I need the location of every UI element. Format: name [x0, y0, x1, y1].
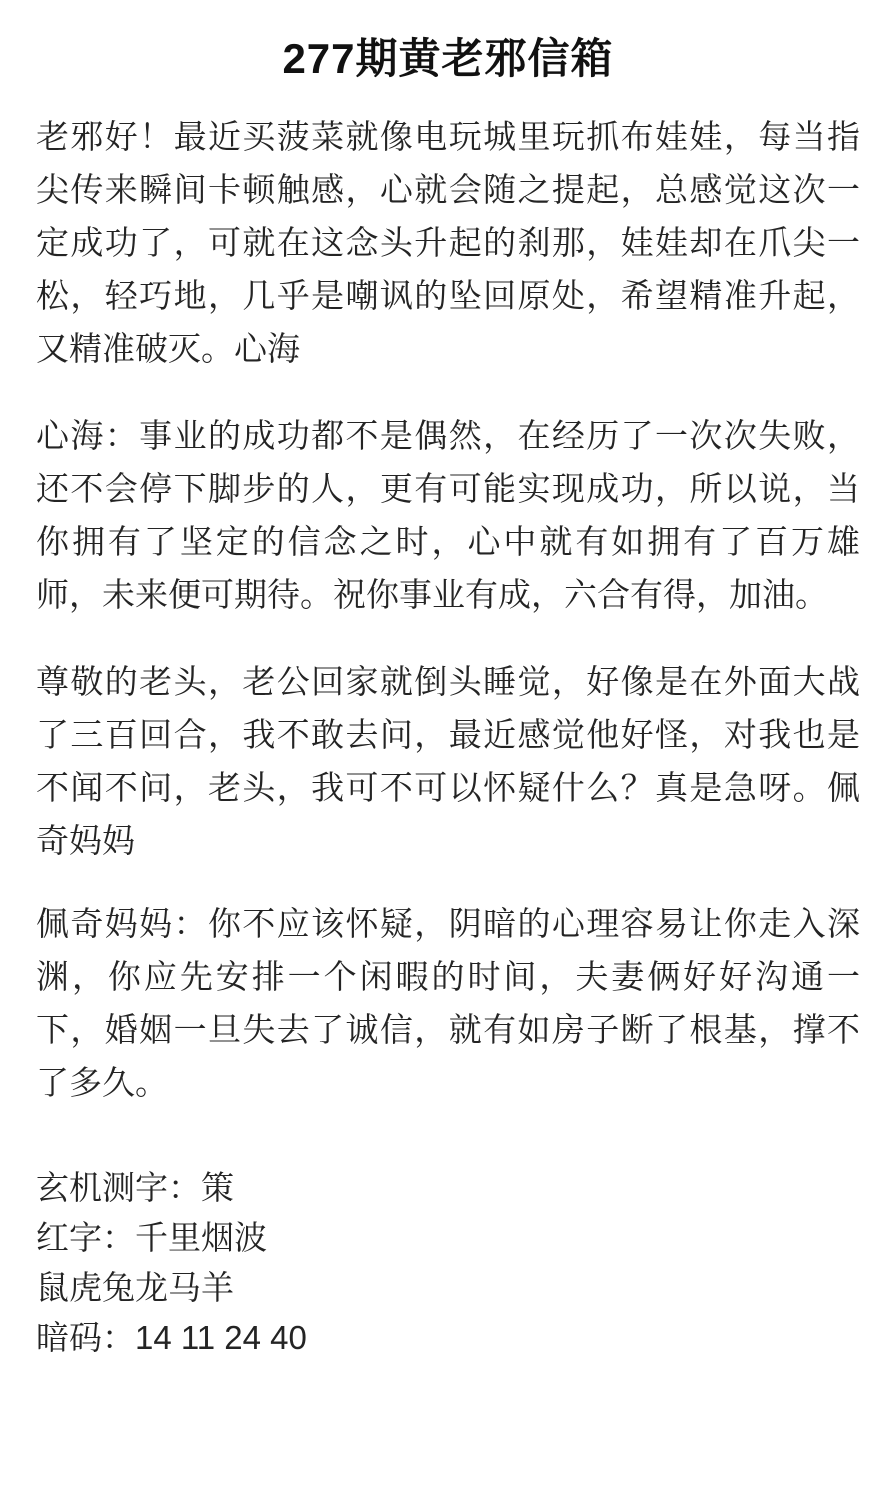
footer-secret-code: 暗码：14 11 24 40 [36, 1319, 307, 1357]
letter-answer-1: 心海：事业的成功都不是偶然，在经历了一次次失败，还不会停下脚步的人，更有可能实现成功，所以说，当你拥有了坚定的信念之时，心中就有如拥有了百万雄师，未来便可期待。祝你事业有成，六合有得，加油。 [36, 417, 860, 614]
footer-zodiacs: 鼠虎兔龙马羊 [36, 1269, 234, 1307]
footer-red-word: 红字：千里烟波 [36, 1219, 267, 1257]
footer-riddle-word: 玄机测字：策 [36, 1169, 234, 1207]
letter-question-2: 尊敬的老头，老公回家就倒头睡觉，好像是在外面大战了三百回合，我不敢去问，最近感觉他好怪，对我也是不闻不问，老头，我可不可以怀疑什么？真是急呀。佩奇妈妈 [36, 663, 860, 860]
page-title: 277期黄老邪信箱 [282, 35, 614, 82]
footer-block [36, 1163, 860, 1363]
letter-question-1: 老邪好！最近买菠菜就像电玩城里玩抓布娃娃，每当指尖传来瞬间卡顿触感，心就会随之提起，总感觉这次一定成功了，可就在这念头升起的刹那，娃娃却在爪尖一松，轻巧地，几乎是嘲讽的坠回原处，希望精准升起，又精准破灭。心海 [36, 118, 860, 368]
letter-answer-2: 佩奇妈妈：你不应该怀疑，阴暗的心理容易让你走入深渊，你应先安排一个闲暇的时间，夫妻俩好好沟通一下，婚姻一旦失去了诚信，就有如房子断了根基，撑不了多久。 [36, 905, 860, 1102]
